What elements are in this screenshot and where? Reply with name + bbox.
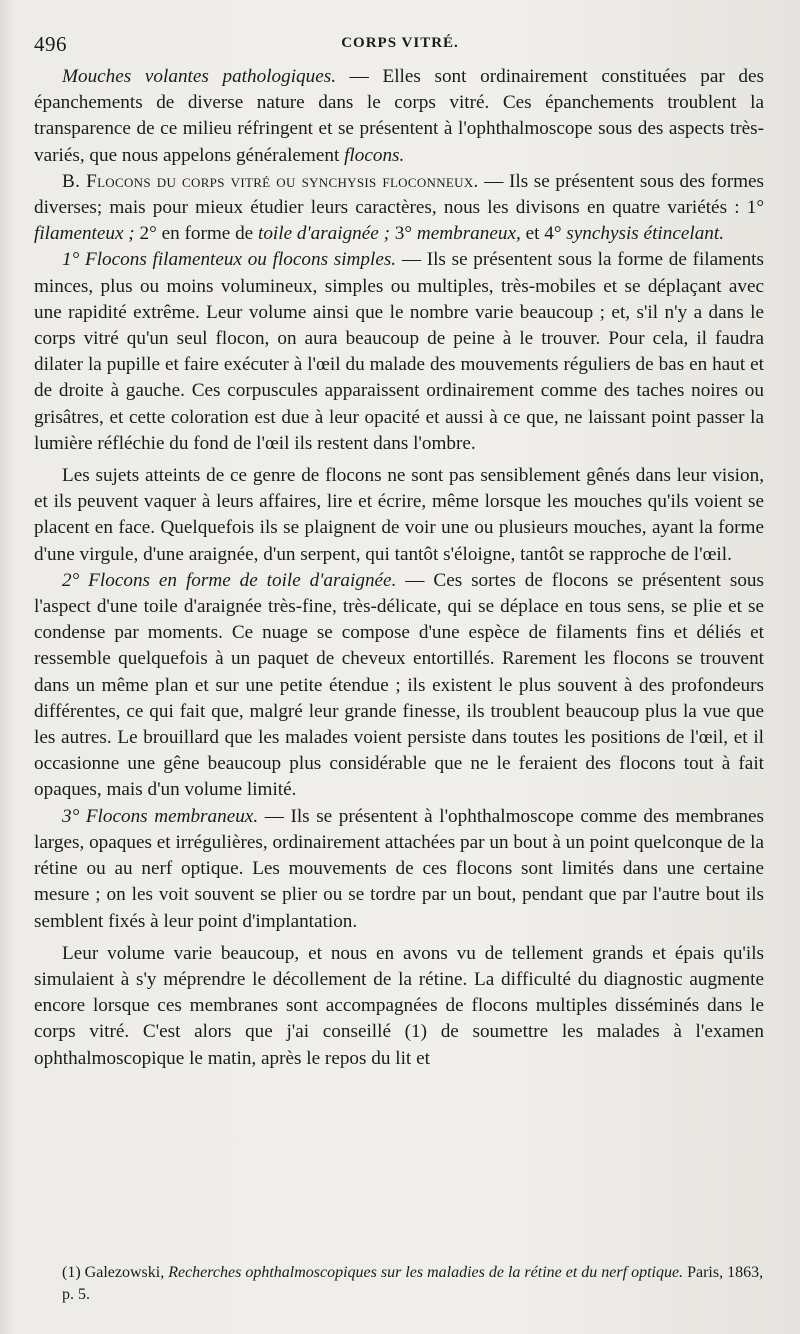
paragraph-text: — Elles sont ordinairement constituées par des épanchements de diverse nature dans le corps vitré. Ces épanchements troublent la transparence de ce milieu réfringent et se présentent à l'ophthalmoscope sous des aspects très-variés, que nous appelons généralement bbox=[34, 66, 764, 166]
page-header bbox=[34, 28, 766, 58]
paragraph-mouches-volantes bbox=[34, 64, 764, 169]
paragraph-text: — Ils se présentent à l'ophthalmoscope comme des membranes larges, opaques et irrégulières, ordinairement attachées par un bout à un point quelconque de la rétine ou au nerf optique. Les mouvements de ces flocons sont limités dans une certaine mesure ; on les voit souvent se plier ou se tordre par un bout, pendant que par l'autre bout ils semblent fixés à leur point d'implantation. bbox=[34, 805, 765, 932]
variety-membraneux: membraneux, bbox=[416, 223, 521, 245]
footnote-author: Galezowski, bbox=[80, 1264, 169, 1281]
paragraph-toile-araignee bbox=[34, 568, 764, 804]
paragraph-flocons-intro bbox=[34, 169, 764, 248]
variety-synchysis: synchysis étincelant. bbox=[566, 223, 725, 245]
variety-toile: toile d'araignée ; bbox=[258, 223, 390, 245]
paragraph-lead: 3° Flocons membraneux. bbox=[62, 805, 259, 827]
paragraph-volume bbox=[34, 941, 764, 1072]
paragraph-tail-italic: flocons. bbox=[344, 144, 405, 166]
variety-filamenteux: filamenteux ; bbox=[34, 223, 135, 245]
body-text bbox=[34, 64, 764, 1072]
paragraph-lead: Mouches volantes pathologiques. bbox=[62, 66, 337, 87]
paragraph-text: Leur volume varie beaucoup, et nous en avons vu de tellement grands et épais qu'ils simulaient à s'y méprendre le décollement de la rétine. La difficulté du diagnostic augmente encore lorsque ces membranes sont accompagnées de flocons multiples disséminés dans le corps vitré. C'est alors que j'ai conseillé (1) de soumettre les malades à l'examen ophthalmoscopique le matin, après le repos du lit et bbox=[34, 942, 764, 1069]
paragraph-lead: 2° Flocons en forme de toile d'araignée. bbox=[62, 569, 397, 591]
paragraph-text: — Ils se présentent sous des formes diverses; mais pour mieux étudier leurs caractères, nous les divisons en quatre variétés : 1° bbox=[34, 170, 764, 219]
section-heading: B. Flocons du corps vitré ou synchysis floconneux. bbox=[62, 170, 479, 192]
paragraph-flocons-membraneux bbox=[34, 804, 764, 935]
page-number: 496 bbox=[34, 32, 67, 56]
paragraph-text: Les sujets atteints de ce genre de flocons ne sont pas sensiblement gênés dans leur vision, et ils peuvent vaquer à leurs affaires, lire et écrire, même lorsque les mouches qu'ils voient se placent en face. Quelquefois ils se plaignent de voir une ou plusieurs mouches, ayant la forme d'une virgule, d'une araignée, d'un serpent, qui tantôt s'éloigne, tantôt se rapproche de l'œil. bbox=[34, 465, 764, 565]
paragraph-lead: 1° Flocons filamenteux ou flocons simples. bbox=[62, 249, 397, 271]
paragraph-sujets-atteints bbox=[34, 463, 764, 568]
paragraph-text: et 4° bbox=[520, 223, 567, 245]
paragraph-text: 2° en forme de bbox=[134, 223, 258, 245]
footnote-rest: Paris, 1863, p. 5. bbox=[62, 1264, 764, 1303]
footnote-title: Recherches ophthalmoscopiques sur les maladies de la rétine et du nerf optique. bbox=[168, 1264, 684, 1281]
footnote-text bbox=[34, 1262, 774, 1306]
paragraph-text: 3° bbox=[390, 223, 417, 245]
footnote bbox=[34, 1262, 774, 1306]
paragraph-text: — Ils se présentent sous la forme de filaments minces, plus ou moins volumineux, simples ou multiples, très-mobiles et se déplaçant avec une rapidité extrême. Leur volume ainsi que le nombre varie beaucoup ; et, s'il n'y a dans le corps vitré qu'un seul flocon, on aura beaucoup de peine à le trouver. Pour cela, il faudra dilater la pupille et faire exécuter à l'œil du malade des mouvements réguliers de bas en haut et de droite à gauche. Ces corpuscules apparaissent ordinairement comme des taches noires ou grisâtres, et cette coloration est due à leur opacité et aussi à ce que, ne laissant point passer la lumière réfléchie du fond de l'œil ils restent dans l'ombre. bbox=[34, 249, 764, 454]
footnote-marker: (1) bbox=[62, 1264, 81, 1281]
paragraph-flocons-filamenteux bbox=[34, 247, 764, 457]
paragraph-text: — Ces sortes de flocons se présentent sous l'aspect d'une toile d'araignée très-fine, très-délicate, qui se déplace en tous sens, se plie et se condense par moments. Ce nuage se compose d'une espèce de filaments fins et déliés et ressemble quelquefois à un paquet de cheveux entortillés. Rarement les flocons se trouvent dans un même plan et sur une petite étendue ; ils existent le plus souvent à des profondeurs différentes, ce qui fait que, malgré leur grande finesse, ils troublent beaucoup plus la vue que les autres. Le brouillard que les malades voient persiste dans toutes les positions de l'œil, et il occasionne une gêne beaucoup plus considérable que ne le feraient des flocons tout à fait opaques, mais d'un volume limité. bbox=[34, 569, 764, 801]
running-head: CORPS VITRÉ. bbox=[341, 35, 459, 51]
